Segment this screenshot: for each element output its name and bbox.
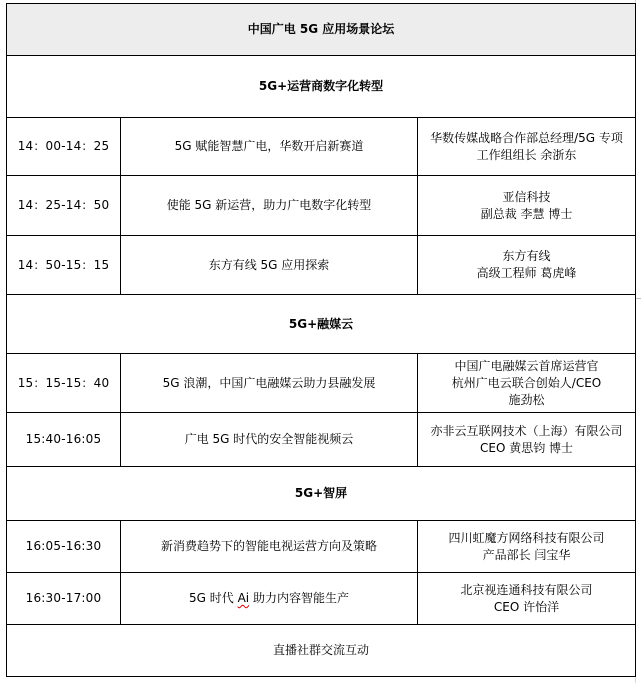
topic-text: 助力内容智能生产	[249, 591, 349, 605]
session-speaker	[418, 521, 636, 573]
session-time: 16:05-16:30	[7, 521, 121, 573]
session-topic: 5G 赋能智慧广电，华数开启新赛道	[121, 118, 418, 176]
session-speaker	[418, 118, 636, 176]
speaker-line: 亚信科技	[502, 189, 551, 204]
session-time: 14：00-14：25	[7, 118, 121, 176]
session-topic: 广电 5G 时代的安全智能视频云	[121, 413, 418, 467]
speaker-line: 工作组组长 余浙东	[476, 147, 577, 162]
session-speaker	[418, 176, 636, 236]
speaker-line: 杭州广电云联合创始人/CEO	[451, 375, 602, 390]
agenda-row	[7, 573, 636, 625]
speaker-line: 华数传媒战略合作部总经理/5G 专项	[430, 130, 623, 145]
title-row	[7, 4, 636, 56]
session-topic: 东方有线 5G 应用探索	[121, 236, 418, 295]
session-time: 14：50-15：15	[7, 236, 121, 295]
section-row	[7, 467, 636, 521]
margin-mark	[636, 298, 641, 299]
speaker-line: 四川虹魔方网络科技有限公司	[448, 530, 605, 545]
closing-text: 直播社群交流互动	[7, 625, 636, 677]
section-row	[7, 56, 636, 118]
session-time: 16:30-17:00	[7, 573, 121, 625]
session-speaker	[418, 354, 636, 413]
agenda-table	[6, 3, 636, 677]
session-time: 15:40-16:05	[7, 413, 121, 467]
section-heading: 5G+智屏	[7, 467, 636, 521]
forum-title: 中国广电 5G 应用场景论坛	[7, 4, 636, 56]
section-heading: 5G+融媒云	[7, 295, 636, 354]
speaker-line: CEO 黄思钧 博士	[479, 440, 574, 455]
closing-row	[7, 625, 636, 677]
speaker-line: 产品部长 闫宝华	[482, 547, 571, 562]
session-speaker	[418, 413, 636, 467]
session-topic: 新消费趋势下的智能电视运营方向及策略	[121, 521, 418, 573]
speaker-line: 亦非云互联网技术（上海）有限公司	[430, 423, 623, 438]
session-time: 14：25-14：50	[7, 176, 121, 236]
speaker-line: 副总裁 李慧 博士	[480, 206, 573, 221]
session-speaker	[418, 573, 636, 625]
agenda-row	[7, 354, 636, 413]
speaker-line: CEO 许怡洋	[493, 599, 560, 614]
speaker-line: 高级工程师 葛虎峰	[476, 266, 577, 280]
section-heading: 5G+运营商数字化转型	[7, 56, 636, 118]
agenda-row	[7, 176, 636, 236]
session-topic: 使能 5G 新运营，助力广电数字化转型	[121, 176, 418, 236]
session-topic	[121, 573, 418, 625]
spellcheck-marked-word: Ai	[237, 591, 250, 605]
section-row	[7, 295, 636, 354]
session-time: 15：15-15：40	[7, 354, 121, 413]
agenda-row	[7, 413, 636, 467]
agenda-row	[7, 118, 636, 176]
session-topic: 5G 浪潮，中国广电融媒云助力县融发展	[121, 354, 418, 413]
agenda-row	[7, 236, 636, 295]
agenda-row	[7, 521, 636, 573]
speaker-line: 施劲松	[508, 392, 545, 407]
topic-text: 5G 时代	[189, 591, 238, 605]
speaker-line: 东方有线	[502, 249, 551, 263]
session-speaker	[418, 236, 636, 295]
speaker-line: 中国广电融媒云首席运营官	[454, 358, 599, 373]
speaker-line: 北京视连通科技有限公司	[460, 582, 593, 597]
